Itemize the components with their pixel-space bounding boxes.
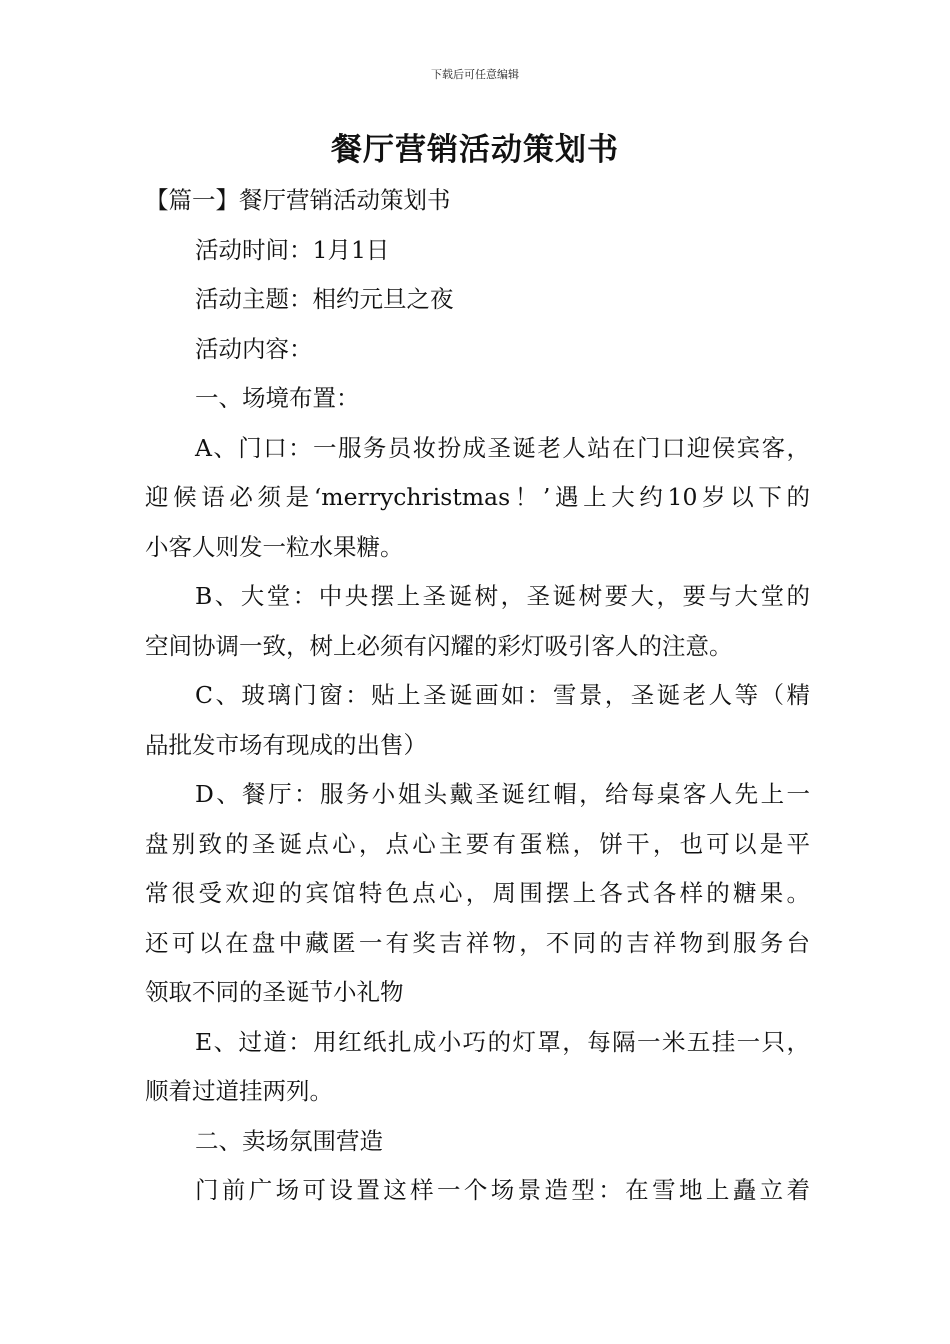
paragraph-line: 顺着过道挂两列。 [145, 1077, 333, 1105]
section-heading: 【篇一】餐厅营销活动策划书 [145, 186, 451, 214]
paragraph-line: 还可以在盘中藏匿一有奖吉祥物，不同的吉祥物到服务台 [145, 928, 810, 957]
paragraph-line: B、大堂：中央摆上圣诞树，圣诞树要大，要与大堂的 [195, 582, 810, 610]
paragraph-line: 门前广场可设置这样一个场景造型：在雪地上矗立着 [195, 1176, 810, 1204]
paragraph-line: 活动内容： [195, 334, 313, 363]
paragraph-line: 空间协调一致，树上必须有闪耀的彩灯吸引客人的注意。 [145, 631, 733, 660]
paragraph-line: 常很受欢迎的宾馆特色点心，周围摆上各式各样的糖果。 [145, 879, 810, 907]
paragraph-line: D、餐厅：服务小姐头戴圣诞红帽，给每桌客人先上一 [195, 780, 810, 808]
paragraph-line: 二、卖场氛围营造 [195, 1126, 383, 1155]
document-body [145, 176, 810, 1216]
paragraph-line: 迎候语必须是‘merrychristmas！’遇上大约10岁以下的 [145, 483, 810, 511]
paragraph-line: C、玻璃门窗：贴上圣诞画如：雪景，圣诞老人等（精 [195, 681, 810, 709]
paragraph-line: 一、场境布置： [195, 384, 360, 412]
paragraph-line: 小客人则发一粒水果糖。 [145, 532, 404, 561]
paragraph-line: E、过道：用红纸扎成小巧的灯罩，每隔一米五挂一只， [195, 1027, 810, 1056]
paragraph-line: A、门口：一服务员妆扮成圣诞老人站在门口迎侯宾客， [195, 433, 810, 462]
paragraph-line: 活动主题：相约元旦之夜 [195, 285, 454, 313]
header-note: 下载后可任意编辑 [431, 68, 519, 81]
document-title: 餐厅营销活动策划书 [331, 132, 619, 168]
paragraph-line: 品批发市场有现成的出售） [145, 730, 427, 759]
paragraph-line: 活动时间：1月1日 [195, 235, 390, 264]
paragraph-line: 领取不同的圣诞节小礼物 [145, 978, 404, 1006]
paragraph-line: 盘别致的圣诞点心，点心主要有蛋糕，饼干，也可以是平 [145, 829, 810, 858]
